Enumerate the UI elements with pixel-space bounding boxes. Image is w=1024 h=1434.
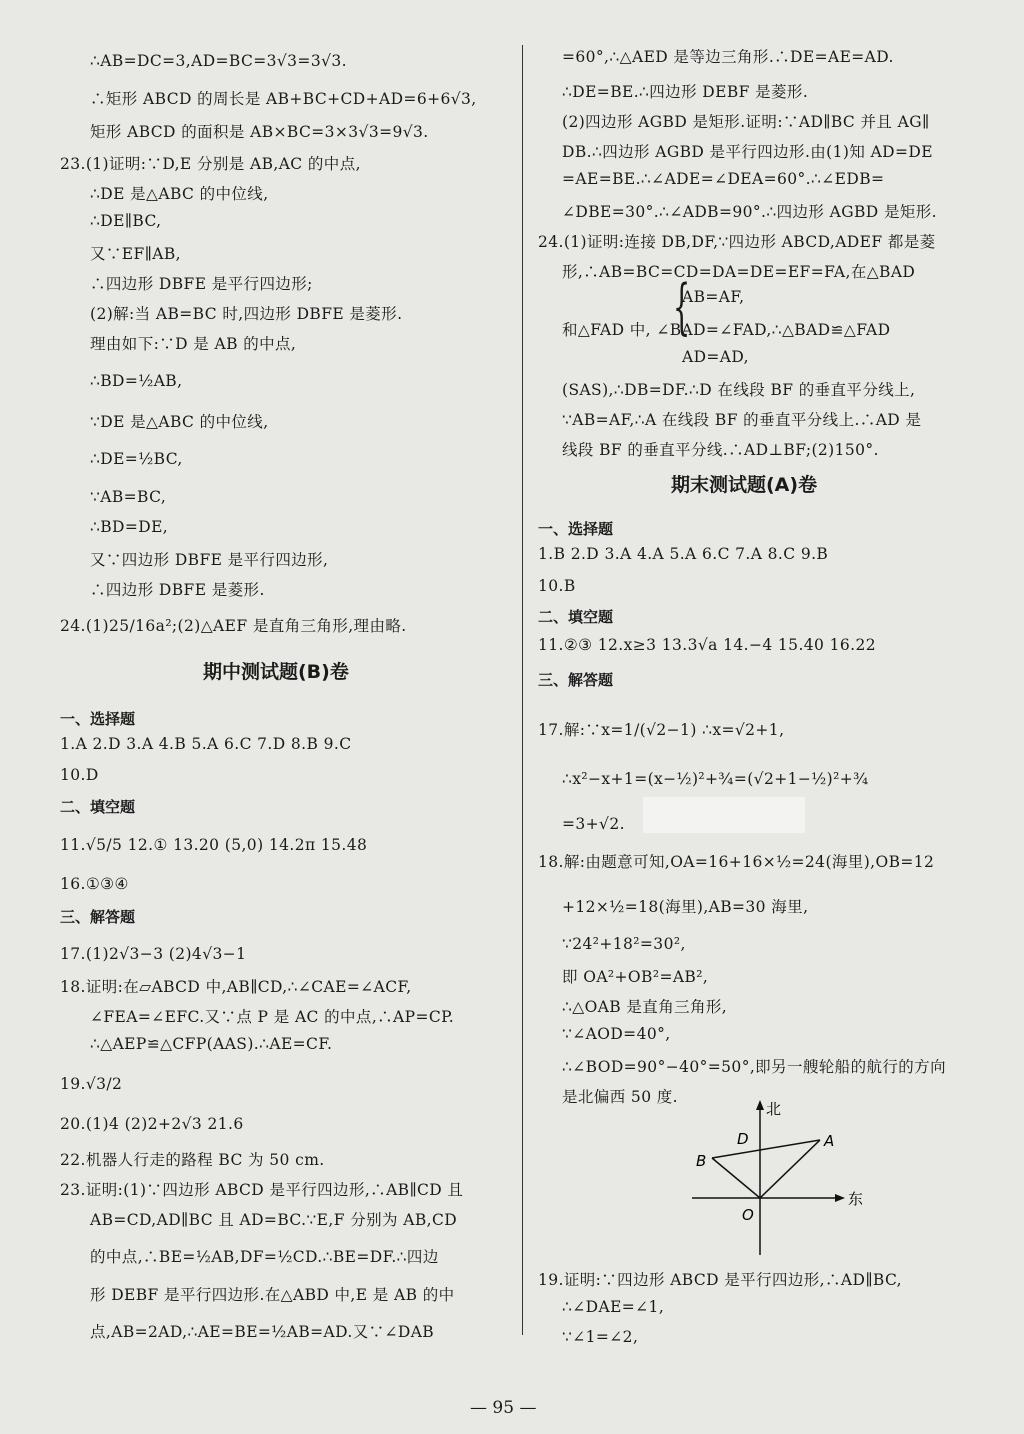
answer-line: 即 OA²+OB²=AB², — [562, 968, 709, 986]
answer-line: 又∵四边形 DBFE 是平行四边形, — [90, 551, 329, 569]
answer-line: ∴AB=DC=3,AD=BC=3√3=3√3. — [90, 52, 347, 70]
answer-line: (SAS),∴DB=DF.∴D 在线段 BF 的垂直平分线上, — [562, 381, 916, 399]
answer-line: ∴∠BOD=90°−40°=50°,即另一艘轮船的航行的方向 — [562, 1058, 946, 1076]
fill-answers: 11.√5/5 12.① 13.20 (5,0) 14.2π 15.48 — [60, 836, 368, 854]
answer-line: ∴DE 是△ABC 的中位线, — [90, 185, 269, 203]
answer-line: 形,∴AB=BC=CD=DA=DE=EF=FA,在△BAD — [562, 263, 916, 281]
answer-line: 又∵EF∥AB, — [90, 245, 181, 263]
answer-line: 理由如下:∵D 是 AB 的中点, — [90, 335, 297, 353]
answer-line: ∠DBE=30°.∴∠ADB=90°.∴四边形 AGBD 是矩形. — [562, 203, 937, 221]
answer-line: AB=AF, — [682, 288, 745, 306]
answer-line: ∴x²−x+1=(x−½)²+¾=(√2+1−½)²+¾ — [562, 770, 869, 788]
answer-line: 24.(1)证明:连接 DB,DF,∵四边形 ABCD,ADEF 都是菱 — [538, 233, 936, 251]
answer-line: ∴BD=DE, — [90, 518, 169, 536]
answer-line: 和△FAD 中, ∠BAD=∠FAD,∴△BAD≌△FAD — [562, 321, 891, 339]
answer-line: ∴DE=BE.∴四边形 DEBF 是菱形. — [562, 83, 809, 101]
choice-answers-2: 10.D — [60, 766, 99, 784]
answer-line: ∵∠1=∠2, — [562, 1328, 639, 1346]
answer-line: ∵AB=AF,∴A 在线段 BF 的垂直平分线上.∴AD 是 — [562, 411, 922, 429]
section-title-final-a: 期末测试题(A)卷 — [671, 474, 818, 496]
answer-line: ∵24²+18²=30², — [562, 935, 686, 953]
answer-line: 线段 BF 的垂直平分线.∴AD⊥BF;(2)150°. — [562, 441, 879, 459]
heading-fill: 二、填空题 — [60, 798, 136, 816]
answer-line: (2)解:当 AB=BC 时,四边形 DBFE 是菱形. — [90, 305, 403, 323]
label-B: B — [696, 1152, 707, 1170]
choice-answers-r-2: 10.B — [538, 577, 576, 595]
column-divider — [522, 45, 523, 1335]
answer-line: ∴∠DAE=∠1, — [562, 1298, 665, 1316]
direction-figure — [690, 1100, 890, 1260]
answer-line: 的中点,∴BE=½AB,DF=½CD.∴BE=DF.∴四边 — [90, 1248, 439, 1266]
north-arrow-icon — [756, 1100, 764, 1110]
fill-answers-r: 11.②③ 12.x≥3 13.3√a 14.−4 15.40 16.22 — [538, 636, 876, 654]
answer-line: +12×½=18(海里),AB=30 海里, — [562, 898, 809, 916]
heading-choice-r: 一、选择题 — [538, 520, 614, 538]
answer-line: ∵AB=BC, — [90, 488, 167, 506]
answer-line: ∠FEA=∠EFC.又∵点 P 是 AC 的中点,∴AP=CP. — [90, 1008, 455, 1026]
east-arrow-icon — [835, 1194, 845, 1202]
answer-line: 是北偏西 50 度. — [562, 1088, 679, 1106]
heading-solve-r: 三、解答题 — [538, 671, 614, 689]
label-D: D — [737, 1130, 749, 1148]
answer-line: AB=CD,AD∥BC 且 AD=BC.∵E,F 分别为 AB,CD — [90, 1211, 458, 1229]
segment-OB — [712, 1158, 760, 1198]
page-number: — 95 — — [470, 1398, 537, 1418]
answer-line: ∵DE 是△ABC 的中位线, — [90, 413, 269, 431]
answer-line: 18.解:由题意可知,OA=16+16×½=24(海里),OB=12 — [538, 853, 935, 871]
answer-line: 23.证明:(1)∵四边形 ABCD 是平行四边形,∴AB∥CD 且 — [60, 1181, 464, 1199]
answer-line: ∴△OAB 是直角三角形, — [562, 998, 728, 1016]
answer-line: 22.机器人行走的路程 BC 为 50 cm. — [60, 1151, 325, 1169]
answer-line: 矩形 ABCD 的面积是 AB×BC=3×3√3=9√3. — [90, 123, 429, 141]
choice-answers-r: 1.B 2.D 3.A 4.A 5.A 6.C 7.A 8.C 9.B — [538, 545, 829, 563]
label-A: A — [824, 1132, 835, 1150]
answer-line: 形 DEBF 是平行四边形.在△ABD 中,E 是 AB 的中 — [90, 1286, 455, 1304]
answer-line: DB.∴四边形 AGBD 是平行四边形.由(1)知 AD=DE — [562, 143, 933, 161]
answer-line: =3+√2. — [562, 815, 625, 833]
answer-line: 19.证明:∵四边形 ABCD 是平行四边形,∴AD∥BC, — [538, 1271, 903, 1289]
redacted-area — [643, 797, 805, 833]
answer-line: 19.√3/2 — [60, 1075, 123, 1093]
answer-line: 23.(1)证明:∵D,E 分别是 AB,AC 的中点, — [60, 155, 361, 173]
heading-fill-r: 二、填空题 — [538, 608, 614, 626]
answer-line: 17.(1)2√3−3 (2)4√3−1 — [60, 945, 247, 963]
answer-line: =AE=BE.∴∠ADE=∠DEA=60°.∴∠EDB= — [562, 170, 885, 188]
system-brace: { — [673, 272, 691, 342]
answer-line: ∴四边形 DBFE 是平行四边形; — [90, 275, 313, 293]
answer-line: ∴△AEP≌△CFP(AAS).∴AE=CF. — [90, 1035, 333, 1053]
answer-line: AD=AD, — [682, 348, 750, 366]
answer-line: =60°,∴△AED 是等边三角形.∴DE=AE=AD. — [562, 48, 894, 66]
section-title-midterm-b: 期中测试题(B)卷 — [203, 661, 349, 683]
heading-choice: 一、选择题 — [60, 710, 136, 728]
answer-line: 17.解:∵x=1/(√2−1) ∴x=√2+1, — [538, 721, 785, 739]
heading-solve: 三、解答题 — [60, 908, 136, 926]
fill-answers-2: 16.①③④ — [60, 875, 129, 893]
answer-line: (2)四边形 AGBD 是矩形.证明:∵AD∥BC 并且 AG∥ — [562, 113, 930, 131]
answer-line: 20.(1)4 (2)2+2√3 21.6 — [60, 1115, 244, 1133]
answer-line: ∴DE=½BC, — [90, 450, 183, 468]
answer-line: ∵∠AOD=40°, — [562, 1025, 671, 1043]
answer-line: ∴BD=½AB, — [90, 372, 183, 390]
answer-line: 点,AB=2AD,∴AE=BE=½AB=AD.又∵∠DAB — [90, 1323, 435, 1341]
label-O: O — [742, 1206, 754, 1224]
label-east: 东 — [848, 1190, 864, 1208]
answer-line: 24.(1)25/16a²;(2)△AEF 是直角三角形,理由略. — [60, 617, 407, 635]
answer-line: 18.证明:在▱ABCD 中,AB∥CD,∴∠CAE=∠ACF, — [60, 978, 412, 996]
answer-line: ∴DE∥BC, — [90, 212, 162, 230]
answer-line: ∴矩形 ABCD 的周长是 AB+BC+CD+AD=6+6√3, — [90, 90, 477, 108]
answer-line: ∴四边形 DBFE 是菱形. — [90, 581, 265, 599]
choice-answers: 1.A 2.D 3.A 4.B 5.A 6.C 7.D 8.B 9.C — [60, 735, 352, 753]
label-north: 北 — [766, 1100, 782, 1118]
